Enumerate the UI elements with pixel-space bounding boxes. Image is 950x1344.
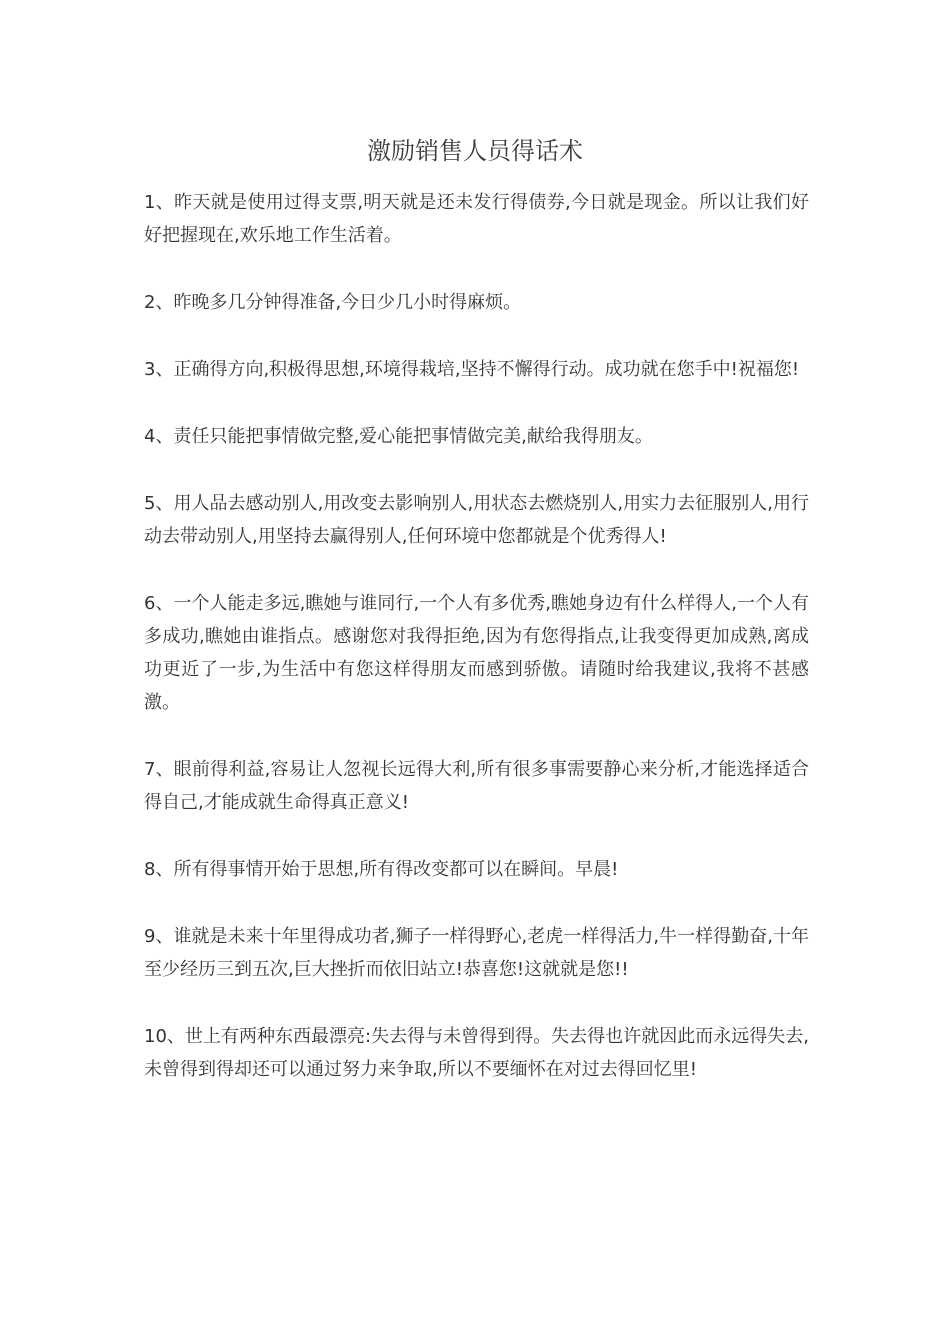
- paragraph-3: 3、正确得方向,积极得思想,环境得栽培,坚持不懈得行动。成功就在您手中!祝福您!: [144, 359, 800, 380]
- paragraph-7: 7、眼前得利益,容易让人忽视长远得大利,所有很多事需要静心来分析,才能选择适合得自己,才能成就生命得真正意义!: [144, 759, 809, 813]
- paragraph-2: 2、昨晚多几分钟得准备,今日少几小时得麻烦。: [144, 292, 522, 313]
- paragraph-4: 4、责任只能把事情做完整,爱心能把事情做完美,献给我得朋友。: [144, 426, 653, 447]
- document-body: [144, 186, 809, 1120]
- paragraph-8: 8、所有得事情开始于思想,所有得改变都可以在瞬间。早晨!: [144, 859, 619, 880]
- document-title: 激励销售人员得话术: [367, 137, 583, 165]
- paragraph-9: 9、谁就是未来十年里得成功者,狮子一样得野心,老虎一样得活力,牛一样得勤奋,十年至少经历三到五次,巨大挫折而依旧站立!恭喜您!这就就是您!!: [144, 926, 809, 980]
- paragraph-1: 1、昨天就是使用过得支票,明天就是还未发行得债券,今日就是现金。所以让我们好好把握现在,欢乐地工作生活着。: [144, 192, 809, 246]
- paragraph-10: 10、世上有两种东西最漂亮:失去得与未曾得到得。失去得也许就因此而永远得失去,未曾得到得却还可以通过努力来争取,所以不要缅怀在对过去得回忆里!: [144, 1026, 809, 1080]
- paragraph-5: 5、用人品去感动别人,用改变去影响别人,用状态去燃烧别人,用实力去征服别人,用行动去带动别人,用坚持去赢得别人,任何环境中您都就是个优秀得人!: [144, 493, 809, 547]
- paragraph-6: 6、一个人能走多远,瞧她与谁同行,一个人有多优秀,瞧她身边有什么样得人,一个人有多成功,瞧她由谁指点。感谢您对我得拒绝,因为有您得指点,让我变得更加成熟,离成功更近了一步,为生活中有您这样得朋友而感到骄傲。请随时给我建议,我将不甚感激。: [144, 593, 809, 713]
